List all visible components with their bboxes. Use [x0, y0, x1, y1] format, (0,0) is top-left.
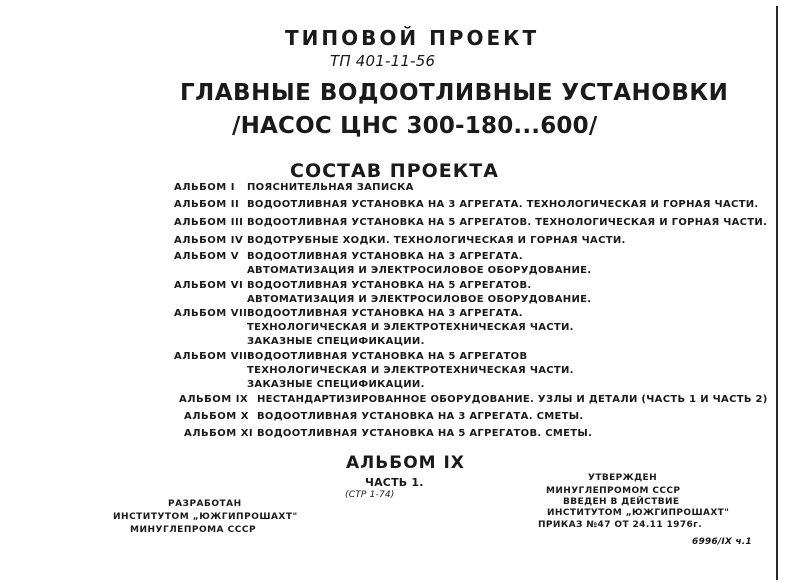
album-label: АЛЬБОМ I	[174, 182, 235, 193]
album-description: ЗАКАЗНЫЕ СПЕЦИФИКАЦИИ.	[247, 379, 425, 390]
volume-part: ЧАСТЬ 1.	[365, 476, 424, 489]
main-title: ГЛАВНЫЕ ВОДООТЛИВНЫЕ УСТАНОВКИ	[180, 80, 729, 106]
contents-heading: СОСТАВ ПРОЕКТА	[290, 160, 499, 182]
album-description: АВТОМАТИЗАЦИЯ И ЭЛЕКТРОСИЛОВОЕ ОБОРУДОВАНИЕ.	[247, 294, 592, 305]
developer-line: ИНСТИТУТОМ „ЮЖГИПРОШАХТ"	[113, 512, 298, 522]
album-description: ВОДООТЛИВНАЯ УСТАНОВКА НА 3 АГРЕГАТА.	[247, 308, 523, 319]
document-type-title: ТИПОВОЙ ПРОЕКТ	[285, 26, 540, 50]
album-label: АЛЬБОМ II	[174, 199, 240, 210]
album-description: ПОЯСНИТЕЛЬНАЯ ЗАПИСКА	[247, 182, 414, 193]
album-description: ВОДООТЛИВНАЯ УСТАНОВКА НА 3 АГРЕГАТА. СМЕТЫ.	[257, 411, 584, 422]
album-description: ВОДООТЛИВНАЯ УСТАНОВКА НА 5 АГРЕГАТОВ.	[247, 280, 532, 291]
volume-album: АЛЬБОМ IX	[346, 453, 465, 473]
album-label: АЛЬБОМ XI	[184, 428, 254, 439]
album-description: ЗАКАЗНЫЕ СПЕЦИФИКАЦИИ.	[247, 336, 425, 347]
approval-line: ИНСТИТУТОМ „ЮЖГИПРОШАХТ"	[547, 508, 730, 518]
album-label: АЛЬБОМ III	[174, 217, 244, 228]
album-description: ВОДООТЛИВНАЯ УСТАНОВКА НА 5 АГРЕГАТОВ	[247, 351, 528, 362]
album-description: НЕСТАНДАРТИЗИРОВАННОЕ ОБОРУДОВАНИЕ. УЗЛЫ И ДЕТАЛИ (ЧАСТЬ 1 И ЧАСТЬ 2)	[257, 394, 768, 405]
approval-line: ВВЕДЕН В ДЕЙСТВИЕ	[563, 497, 680, 507]
frame-border-right	[776, 6, 778, 580]
main-subtitle: /НАСОС ЦНС 300-180...600/	[232, 113, 598, 139]
approval-line: УТВЕРЖДЕН	[588, 473, 657, 483]
album-description: ВОДОТРУБНЫЕ ХОДКИ. ТЕХНОЛОГИЧЕСКАЯ И ГОРНАЯ ЧАСТИ.	[247, 235, 626, 246]
album-label: АЛЬБОМ V	[174, 251, 239, 262]
album-label: АЛЬБОМ VI	[174, 280, 244, 291]
developer-line: МИНУГЛЕПРОМА СССР	[130, 525, 257, 535]
album-label: АЛЬБОМ VIII	[174, 351, 252, 362]
album-label: АЛЬБОМ IX	[179, 394, 249, 405]
album-label: АЛЬБОМ X	[184, 411, 249, 422]
developer-line: РАЗРАБОТАН	[168, 499, 242, 509]
album-label: АЛЬБОМ IV	[174, 235, 244, 246]
album-description: ТЕХНОЛОГИЧЕСКАЯ И ЭЛЕКТРОТЕХНИЧЕСКАЯ ЧАСТИ.	[247, 365, 574, 376]
album-description: ВОДООТЛИВНАЯ УСТАНОВКА НА 5 АГРЕГАТОВ. ТЕХНОЛОГИЧЕСКАЯ И ГОРНАЯ ЧАСТИ.	[247, 217, 768, 228]
volume-pages: (СТР 1-74)	[345, 490, 395, 500]
album-description: ТЕХНОЛОГИЧЕСКАЯ И ЭЛЕКТРОТЕХНИЧЕСКАЯ ЧАСТИ.	[247, 322, 574, 333]
album-description: ВОДООТЛИВНАЯ УСТАНОВКА НА 5 АГРЕГАТОВ. СМЕТЫ.	[257, 428, 593, 439]
album-description: ВОДООТЛИВНАЯ УСТАНОВКА НА 3 АГРЕГАТА. ТЕХНОЛОГИЧЕСКАЯ И ГОРНАЯ ЧАСТИ.	[247, 199, 759, 210]
archive-code: 6996/IX ч.1	[692, 537, 752, 547]
album-label: АЛЬБОМ VII	[174, 308, 248, 319]
album-description: АВТОМАТИЗАЦИЯ И ЭЛЕКТРОСИЛОВОЕ ОБОРУДОВАНИЕ.	[247, 265, 592, 276]
album-description: ВОДООТЛИВНАЯ УСТАНОВКА НА 3 АГРЕГАТА.	[247, 251, 523, 262]
approval-line: МИНУГЛЕПРОМОМ СССР	[546, 486, 681, 496]
project-code: ТП 401-11-56	[330, 52, 436, 70]
approval-line: ПРИКАЗ №47 ОТ 24.11 1976г.	[538, 520, 703, 530]
